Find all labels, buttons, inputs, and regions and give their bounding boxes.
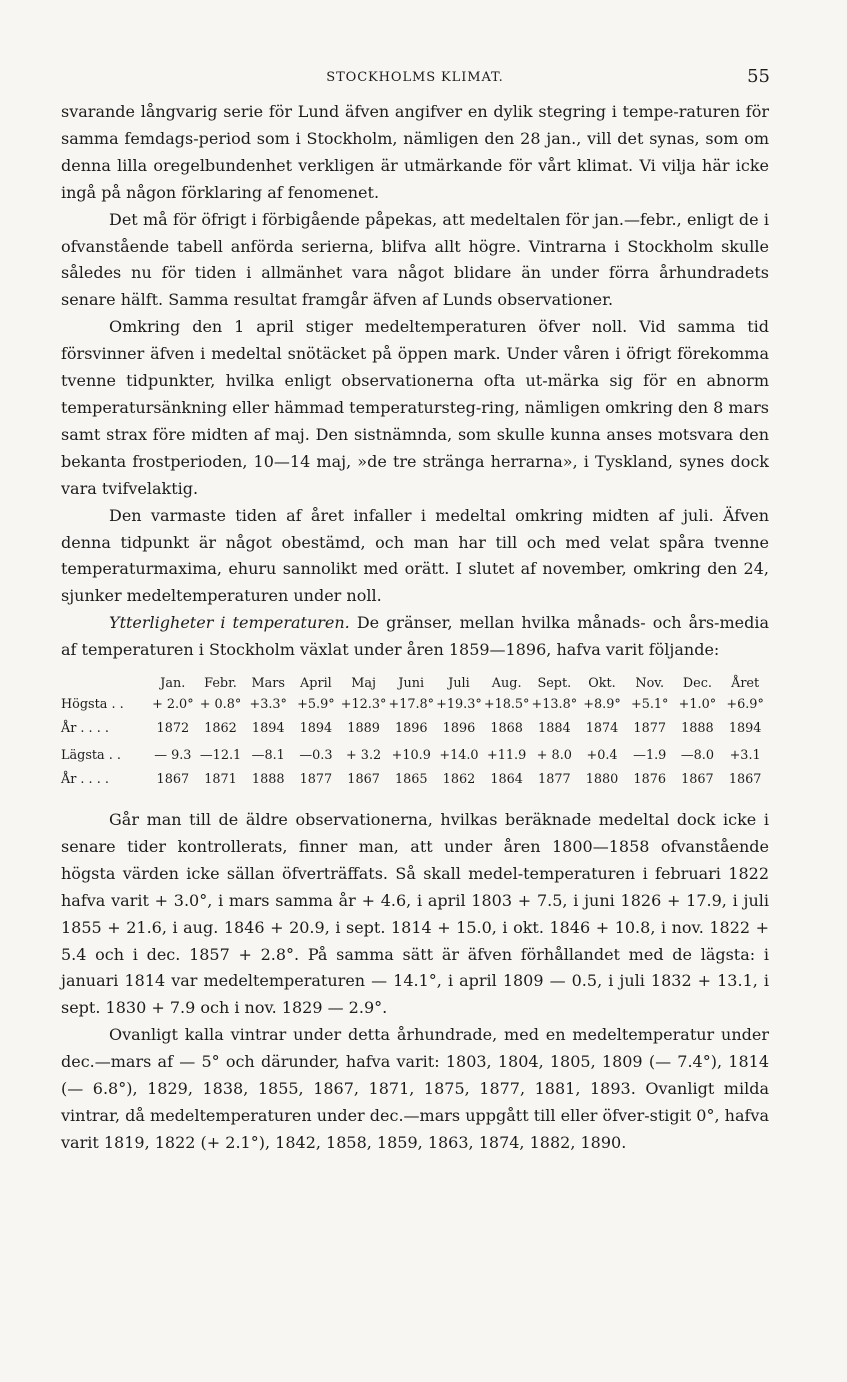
table-cell: 1872 <box>156 720 190 736</box>
column-header: Året <box>731 675 760 691</box>
table-cell: 1889 <box>347 720 380 736</box>
page-number: 55 <box>747 66 770 87</box>
paragraph-3: Omkring den 1 april stiger medeltemperaturen öfver noll. Vid samma tid försvinner äfven i medeltal snötäcket på öppen mark. Under våren i öfrigt förekomma tvenne tidpunkter, hvilka enligt observationerna ofta ut-märka sig för en abnorm temperatursänkning eller hämmad temperatursteg-ring, nämligen omkring den 8 mars samt strax före midten af maj. Den sistnämnda, som skulle kunna anses motsvara den bekanta frostperioden, 10—14 maj, »de tre stränga herrarna», i Tyskland, synes dock vara tvifvelaktig. <box>61 317 769 498</box>
column-header: Dec. <box>682 675 712 691</box>
table-cell: +17.8° <box>388 697 435 713</box>
paragraph-1: svarande långvarig serie för Lund äfven angifver en dylik stegring i tempe-raturen för samma femdags-period som i Stockholm, nämligen den 28 jan., vill det synas, som om denna lilla oregelbundenhet verkligen är utmärkande för vårt klimat. Vi vilja här icke ingå på någon förklaring af fenomenet. <box>61 102 769 202</box>
table-row-lowest <box>61 740 769 768</box>
page-header <box>60 66 770 94</box>
table-cell: 1874 <box>585 720 619 736</box>
column-header: Maj <box>351 675 376 691</box>
extremes-text: De gränser, mellan hvilka månads- och års-media af temperaturen i Stockholm växlat under åren 1859—1896, hafva varit följande: <box>61 613 770 660</box>
column-header: Aug. <box>491 675 522 691</box>
row-label: År . . . . <box>61 720 109 736</box>
table-cell: +5.9° <box>297 697 335 713</box>
table-cell: 1862 <box>204 720 237 736</box>
table-cell: + 0.8° <box>199 697 242 713</box>
table-cell: 1862 <box>442 771 476 787</box>
table-cell: +8.9° <box>583 697 621 713</box>
paragraph-4: Den varmaste tiden af året infaller i medeltal omkring midten af juli. Äfven denna tidpunkt är något obestämd, och man har till och med velat spåra tvenne temperaturmaxima, ehuru sannolikt med orätt. I slutet af november, omkring den 24, sjunker medeltemperaturen under noll. <box>61 505 769 606</box>
table-cell: 1876 <box>633 771 666 787</box>
row-label: Lägsta . . <box>61 748 121 764</box>
running-title: STOCKHOLMS KLIMAT. <box>326 70 504 85</box>
table-cell: —8.1 <box>251 748 285 764</box>
column-header: Juli <box>448 675 470 691</box>
table-cell: 1871 <box>204 771 237 787</box>
table-cell: —12.1 <box>199 748 242 764</box>
column-header: Sept. <box>537 675 572 691</box>
table-cell: 1868 <box>490 720 523 736</box>
paragraph-extremes <box>61 610 769 664</box>
column-header: Febr. <box>204 675 237 691</box>
paragraph-winters: Ovanligt kalla vintrar under detta århundrade, med en medeltemperatur under dec.—mars af — 5° och därunder, hafva varit: 1803, 1804, 1805, 1809 (— 7.4°), 1814 (— 6.8°), 1829, 1838, 1855, 1867, 1871, 1875, 1877, 1881, 1893. Ovanligt milda vintrar, då medeltemperaturen under dec.—mars uppgått till eller öfver-stigit 0°, hafva varit 1819, 1822 (+ 2.1°), 1842, 1858, 1859, 1863, 1874, 1882, 1890. <box>61 1025 769 1152</box>
table-cell: +3.1 <box>729 748 761 764</box>
table-cell: 1867 <box>347 771 380 787</box>
paragraph-older-observations: Går man till de äldre observationerna, hvilkas beräknade medeltal dock icke i senare tider kontrollerats, finner man, att under åren 1800—1858 ofvanstående högsta värden icke sällan öfverträffats. Så skall medel-temperaturen i februari 1822 hafva varit + 3.0°, i mars samma år + 4.6, i april 1803 + 7.5, i juni 1826 + 17.9, i juli 1855 + 21.6, i aug. 1846 + 20.9, i sept. 1814 + 15.0, i okt. 1846 + 10.8, i nov. 1822 + 5.4 och i dec. 1857 + 2.8°. På samma sätt är äfven förhållandet med de lägsta: i januari 1814 var medeltemperaturen — 14.1°, i april 1809 — 0.5, i juli 1832 + 13.1, i sept. 1830 + 7.9 och i nov. 1829 — 2.9°. <box>61 810 769 1018</box>
column-header: Jan. <box>160 675 186 691</box>
table-cell: +5.1° <box>630 697 669 713</box>
row-label: Högsta . . <box>61 697 124 713</box>
table-header-row <box>61 673 769 693</box>
table-cell: — 9.3 <box>154 748 192 764</box>
table-cell: 1888 <box>681 720 714 736</box>
table-cell: +11.9 <box>487 748 527 764</box>
table-cell: —8.0 <box>680 748 714 764</box>
table-cell: 1877 <box>299 771 333 787</box>
table-cell: 1877 <box>538 771 571 787</box>
row-label: År . . . . <box>61 771 109 787</box>
table-cell: 1896 <box>442 720 476 736</box>
table-cell: + 3.2 <box>346 748 382 764</box>
table-cell: 1865 <box>394 771 428 787</box>
column-header: Mars <box>251 675 285 691</box>
table-cell: 1867 <box>156 771 190 787</box>
table-cell: + 8.0 <box>536 748 572 764</box>
table-cell: +12.3° <box>340 697 387 713</box>
table-row-lowest-year <box>61 768 769 792</box>
table-cell: 1894 <box>299 720 333 736</box>
table-cell: +0.4 <box>586 748 618 764</box>
table-cell: +13.8° <box>531 697 578 713</box>
paragraph-2: Det må för öfrigt i förbigående påpekas, att medeltalen för jan.—febr., enligt de i ofvanstående tabell anförda serierna, blifva allt högre. Vintrarna i Stockholm skulle således nu för tiden i allmänhet vara något blidare än under förra århundradets senare hälft. Samma resultat framgår äfven af Lunds observationer. <box>61 209 769 310</box>
table-row-highest <box>61 693 769 717</box>
table-cell: —1.9 <box>633 748 667 764</box>
table-cell: 1877 <box>633 720 666 736</box>
table-cell: +10.9 <box>391 748 431 764</box>
table-cell: +3.3° <box>249 697 287 713</box>
table-cell: +19.3° <box>436 697 482 713</box>
table-cell: +18.5° <box>483 697 530 713</box>
column-header: Juni <box>398 675 425 691</box>
table-cell: 1867 <box>728 771 762 787</box>
table-cell: 1864 <box>490 771 523 787</box>
column-header: April <box>300 675 332 691</box>
table-cell: 1888 <box>251 771 285 787</box>
table-cell: +1.0° <box>678 697 717 713</box>
table-cell: 1880 <box>585 771 619 787</box>
extremes-table <box>61 673 769 791</box>
table-cell: 1894 <box>728 720 762 736</box>
table-cell: 1894 <box>251 720 285 736</box>
body-text <box>61 99 769 1157</box>
table-cell: +14.0 <box>439 748 479 764</box>
column-header: Nov. <box>635 675 665 691</box>
temperature-extremes-table <box>61 673 769 791</box>
table-row-highest-year <box>61 717 769 741</box>
table-cell: + 2.0° <box>152 697 194 713</box>
table-cell: +6.9° <box>726 697 764 713</box>
table-cell: —0.3 <box>299 748 333 764</box>
table-cell: 1884 <box>538 720 571 736</box>
table-cell: 1867 <box>681 771 714 787</box>
column-header: Okt. <box>588 675 616 691</box>
extremes-lead: Ytterligheter i temperaturen. <box>109 613 350 633</box>
table-cell: 1896 <box>394 720 428 736</box>
table-corner <box>61 673 149 693</box>
